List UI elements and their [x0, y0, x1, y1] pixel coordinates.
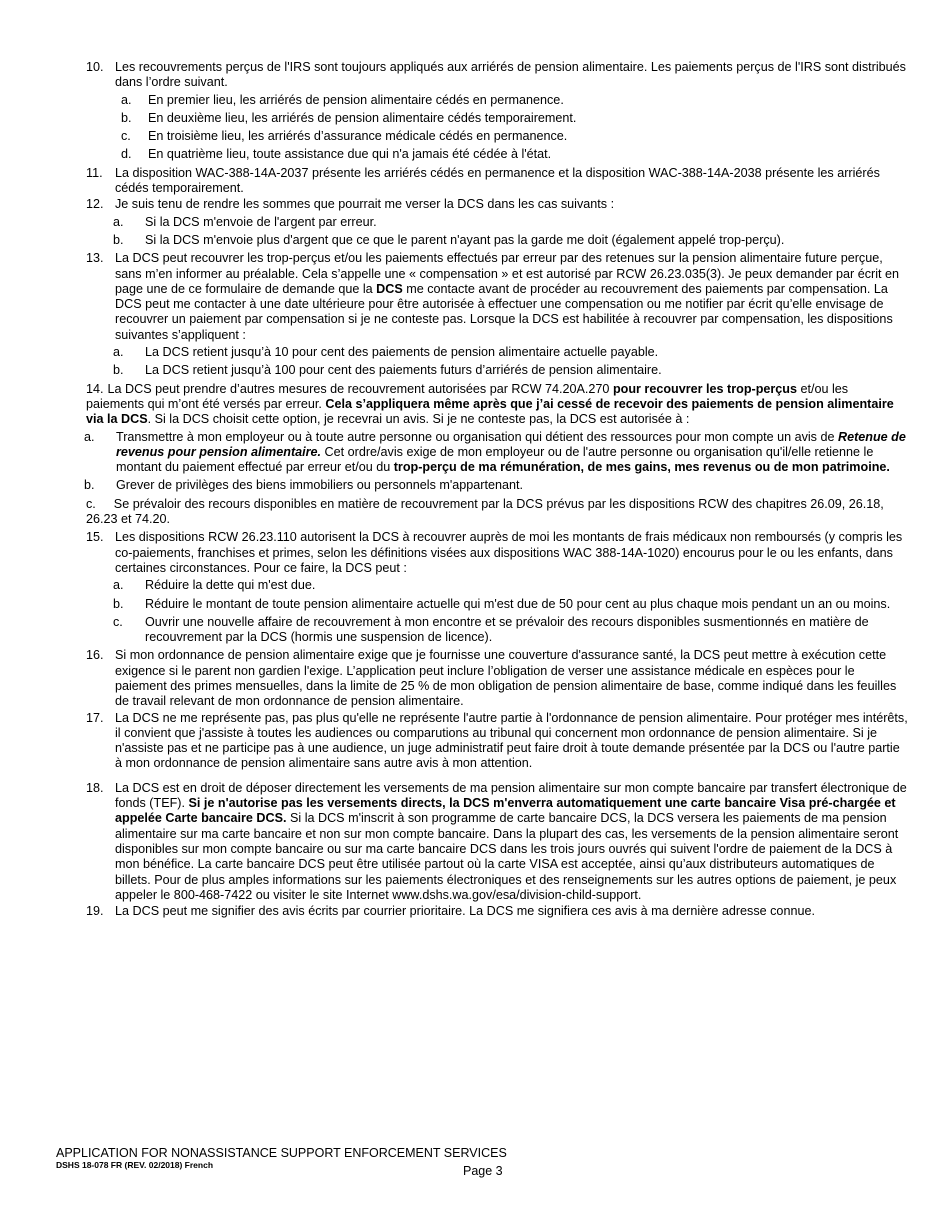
item-text [115, 251, 899, 341]
item-text [115, 781, 907, 902]
list-item [86, 60, 908, 163]
list-item [86, 530, 908, 645]
item-number: 10. [86, 60, 104, 74]
item-text [86, 382, 894, 427]
sub-item-text [145, 597, 890, 611]
sub-list-item [113, 215, 908, 230]
list-item [86, 781, 908, 903]
sub-item-letter: c. [86, 496, 96, 511]
sub-list-item [113, 597, 908, 612]
sub-item-letter: b. [113, 232, 124, 247]
list-item [86, 711, 908, 772]
item-text [115, 166, 880, 195]
emphasis-text: Retenue de revenus pour pension alimentaire. [116, 429, 906, 459]
sub-list-item [121, 111, 908, 126]
sub-item-letter: a. [113, 578, 124, 593]
emphasis-text: DCS [376, 281, 403, 296]
item-number: 15. [86, 530, 104, 545]
sub-item-letter: d. [121, 147, 132, 162]
text-segment: La DCS ne me représente pas, pas plus qu'elle ne représente l'autre partie à l'ordonnance de pension alimentaire. Pour protéger mes intérêts, il convient que j'assiste à toutes les audiences ou comparutions au tribunal qui concernent mon ordonnance de pension alimentaire. Si je n'assiste pas et ne participe pas à une audience, un juge administratif peut faire droit à toute demande présentée par la DCS ou l'autre partie à mon ordonnance de pension alimentaire sans autre avis à mon attention. [115, 710, 908, 771]
item-text [115, 711, 908, 771]
sub-item-text [145, 615, 869, 644]
sub-list [115, 345, 908, 379]
form-title: APPLICATION FOR NONASSISTANCE SUPPORT ENFORCEMENT SERVICES [56, 1146, 507, 1160]
text-segment: La DCS peut prendre d’autres mesures de recouvrement autorisées par RCW 74.20A.270 [107, 381, 613, 396]
text-segment: Se prévaloir des recours disponibles en matière de recouvrement par la DCS prévus par les dispositions RCW des chapitres 26.09, 26.18, 26.23 et 74.20. [86, 496, 884, 527]
list-item [86, 648, 908, 709]
emphasis-text: trop-perçu de ma rémunération, de mes gains, mes revenus ou de mon patrimoine. [393, 460, 890, 475]
item-number: 18. [86, 780, 104, 795]
form-id: DSHS 18-078 FR (REV. 02/2018) French [56, 1160, 214, 1170]
text-segment: Cet ordre/avis exige de mon employeur ou de l'autre personne ou organisation qu'il/elle retienne le montant du paiement effectué par erreur et/ou du [116, 444, 874, 475]
sub-list-item [113, 233, 908, 248]
emphasis-text: Si je n'autorise pas les versements directs, la DCS m'enverra automatiquement une carte bancaire Visa pré-chargée et appelée Carte bancaire DCS. [115, 796, 896, 826]
sub-list-item [113, 615, 908, 646]
list-item [86, 197, 908, 248]
sub-item-letter: a. [84, 429, 95, 444]
item-number: 14. [86, 381, 104, 396]
sub-item-text [116, 430, 906, 475]
spacer [86, 773, 908, 781]
sub-item-letter: b. [113, 596, 124, 611]
sub-list [115, 578, 908, 645]
text-segment: En premier lieu, les arriérés de pension alimentaire cédés en permanence. [148, 92, 564, 107]
text-segment: La DCS peut me signifier des avis écrits par courrier prioritaire. La DCS me signifiera ces avis à ma dernière adresse connue. [115, 904, 815, 919]
sub-item-letter: b. [84, 478, 95, 493]
document-body [86, 60, 908, 920]
text-segment: Transmettre à mon employeur ou à toute autre personne ou organisation qui détient des ressources pour mon compte un avis de [116, 429, 838, 444]
text-segment: et/ou les paiements qui m’ont été versés par erreur. [86, 381, 849, 411]
text-segment: En deuxième lieu, les arriérés de pension alimentaire cédés temporairement. [148, 110, 577, 125]
page-number: Page 3 [463, 1164, 503, 1178]
text-segment: La DCS est en droit de déposer directement les versements de ma pension alimentaire sur mon compte bancaire par transfert électronique de fonds (TEF). [115, 780, 907, 811]
item-text [115, 904, 815, 918]
item-number: 12. [86, 197, 104, 212]
item-number: 16. [86, 648, 104, 663]
sub-list-item [86, 497, 908, 528]
item-number: 13. [86, 251, 104, 266]
sub-item-text [145, 578, 315, 592]
sub-item-text [148, 147, 551, 161]
text-segment: Ouvrir une nouvelle affaire de recouvrement à mon encontre et se prévaloir des recours disponibles susmentionnés en matière de recouvrement par la DCS (hormis une suspension de licence). [145, 614, 869, 645]
item-number: 11. [86, 165, 103, 180]
text-segment: Réduire la dette qui m'est due. [145, 578, 316, 593]
page-footer [56, 1146, 656, 1178]
text-segment: Réduire le montant de toute pension alimentaire actuelle qui m'est due de 50 pour cent au plus chaque mois pendant un an ou moins. [145, 596, 891, 611]
sub-item-text [86, 497, 884, 526]
list-item [86, 166, 908, 197]
text-segment: La DCS retient jusqu’à 100 pour cent des paiements futurs d’arriérés de pension alimentaire. [145, 363, 662, 378]
item-text [115, 530, 902, 575]
sub-list [115, 215, 908, 249]
text-segment: En quatrième lieu, toute assistance due qui n'a jamais été cédée à l'état. [148, 147, 552, 162]
item-text [115, 60, 906, 89]
text-segment: En troisième lieu, les arriérés d’assurance médicale cédés en permanence. [148, 129, 568, 144]
text-segment: Les dispositions RCW 26.23.110 autorisent la DCS à recouvrer auprès de moi les montants de frais médicaux non remboursés (y compris les co-paiements, franchises et primes, selon les définitions visées aux dispositions WAC 388-14A-1020) encourus pour le ou les enfants, dans certaines circonstances. Pour ce faire, la DCS peut : [115, 530, 903, 575]
sub-item-text [116, 478, 523, 492]
sub-item-letter: a. [113, 345, 124, 360]
text-segment: . Si la DCS choisit cette option, je recevrai un avis. Si je ne conteste pas, la DCS est autorisée à : [147, 412, 690, 427]
text-segment: Les recouvrements perçus de l'IRS sont toujours appliqués aux arriérés de pension alimentaire. Les paiements perçus de l'IRS sont distribués dans l’ordre suivant. [115, 60, 906, 90]
text-segment: Grever de privilèges des biens immobiliers ou personnels m'appartenant. [116, 478, 524, 493]
list-item [86, 251, 908, 378]
text-segment: La DCS retient jusqu’à 10 pour cent des paiements de pension alimentaire actuelle payable. [145, 345, 659, 360]
sub-item-text [148, 111, 576, 125]
sub-list-item [121, 147, 908, 162]
emphasis-text: pour recouvrer les trop-perçus [612, 381, 797, 396]
sub-list [115, 93, 908, 163]
sub-list-item [121, 129, 908, 144]
text-segment: Je suis tenu de rendre les sommes que pourrait me verser la DCS dans les cas suivants : [115, 197, 615, 212]
sub-item-letter: a. [113, 214, 124, 229]
text-segment: La DCS peut recouvrer les trop-perçus et/ou les paiements effectués par erreur par des retenues sur la pension alimentaire future perçue, sans m’en informer au préalable. Cela s’appelle une « compensation » et est autorisé par RCW 26.23.035(3). Je peux demander par écrit en page une de ce formulaire de demande que la [115, 251, 900, 296]
sub-item-letter: b. [113, 363, 124, 378]
sub-item-text [145, 215, 377, 229]
sub-item-text [145, 345, 658, 359]
list-item [86, 382, 908, 528]
item-text [115, 197, 614, 211]
item-text [115, 648, 896, 708]
sub-list-item [113, 578, 908, 593]
list-item [86, 904, 908, 919]
sub-list-item [84, 430, 908, 476]
sub-list-item [113, 345, 908, 360]
text-segment: Si la DCS m'envoie plus d'argent que ce que le parent n'ayant pas la garde me doit (également appelé trop-perçu). [145, 232, 785, 247]
emphasis-text: Cela s’appliquera même après que j’ai cessé de recevoir des paiements de pension alimentaire via la DCS [86, 396, 894, 427]
sub-item-text [145, 363, 662, 377]
text-segment: Si la DCS m'envoie de l'argent par erreur. [145, 214, 377, 229]
item-number: 17. [86, 710, 104, 725]
sub-item-letter: c. [121, 129, 131, 144]
sub-list [86, 430, 908, 528]
sub-list-item [84, 478, 908, 493]
sub-item-text [148, 129, 567, 143]
sub-item-letter: a. [121, 92, 132, 107]
sub-list-item [113, 363, 908, 378]
item-number: 19. [86, 904, 104, 919]
sub-list-item [121, 93, 908, 108]
sub-item-text [148, 93, 564, 107]
text-segment: me contacte avant de procéder au recouvrement des paiements par compensation. La DCS peut me contacter à une date ultérieure pour être autorisée à effectuer une compensation ou me notifier par écrit qu’elle envisage de recouvrer un paiement par compensation si je ne conteste pas. Lorsque la DCS est habilitée à recouvrer par compensation, les dispositions suivantes s’appliquent : [115, 281, 893, 342]
text-segment: Si mon ordonnance de pension alimentaire exige que je fournisse une couverture d'assurance santé, la DCS peut mettre à exécution cette exigence si le parent non gardien l'exige. L’application peut inclure l’obligation de verser une assistance médicale en espèces pour le paiement des primes mensuelles, dans la limite de 25 % de mon obligation de pension alimentaire de base, comme indiqué dans les feuilles de travail relevant de mon ordonnance de pension alimentaire. [115, 648, 897, 709]
text-segment: La disposition WAC-388-14A-2037 présente les arriérés cédés en permanence et la disposition WAC-388-14A-2038 présente les arriérés cédés temporairement. [115, 165, 880, 196]
text-segment: Si la DCS m'inscrit à son programme de carte bancaire DCS, la DCS versera les paiements de ma pension alimentaire sur ma carte bancaire et non sur mon compte bancaire. Dans la plupart des cas, les versements de la pension alimentaire seront disponibles sur mon compte bancaire ou sur ma carte bancaire DCS dans les trois jours ouvrés qui suivent l'ordre de paiement de la DCS à mon bénéfice. La carte bancaire DCS peut être utilisée partout où la carte VISA est acceptée, ainsi qu’aux distributeurs automatiques de billets. Pour de plus amples informations sur les paiements électroniques et des renseignements sur les autres options de paiement, je peux appeler le 800-468-7422 ou visiter le site Internet www.dshs.wa.gov/esa/division-child-support. [115, 811, 899, 902]
sub-item-letter: b. [121, 110, 132, 125]
sub-item-text [145, 233, 784, 247]
sub-item-letter: c. [113, 614, 123, 629]
